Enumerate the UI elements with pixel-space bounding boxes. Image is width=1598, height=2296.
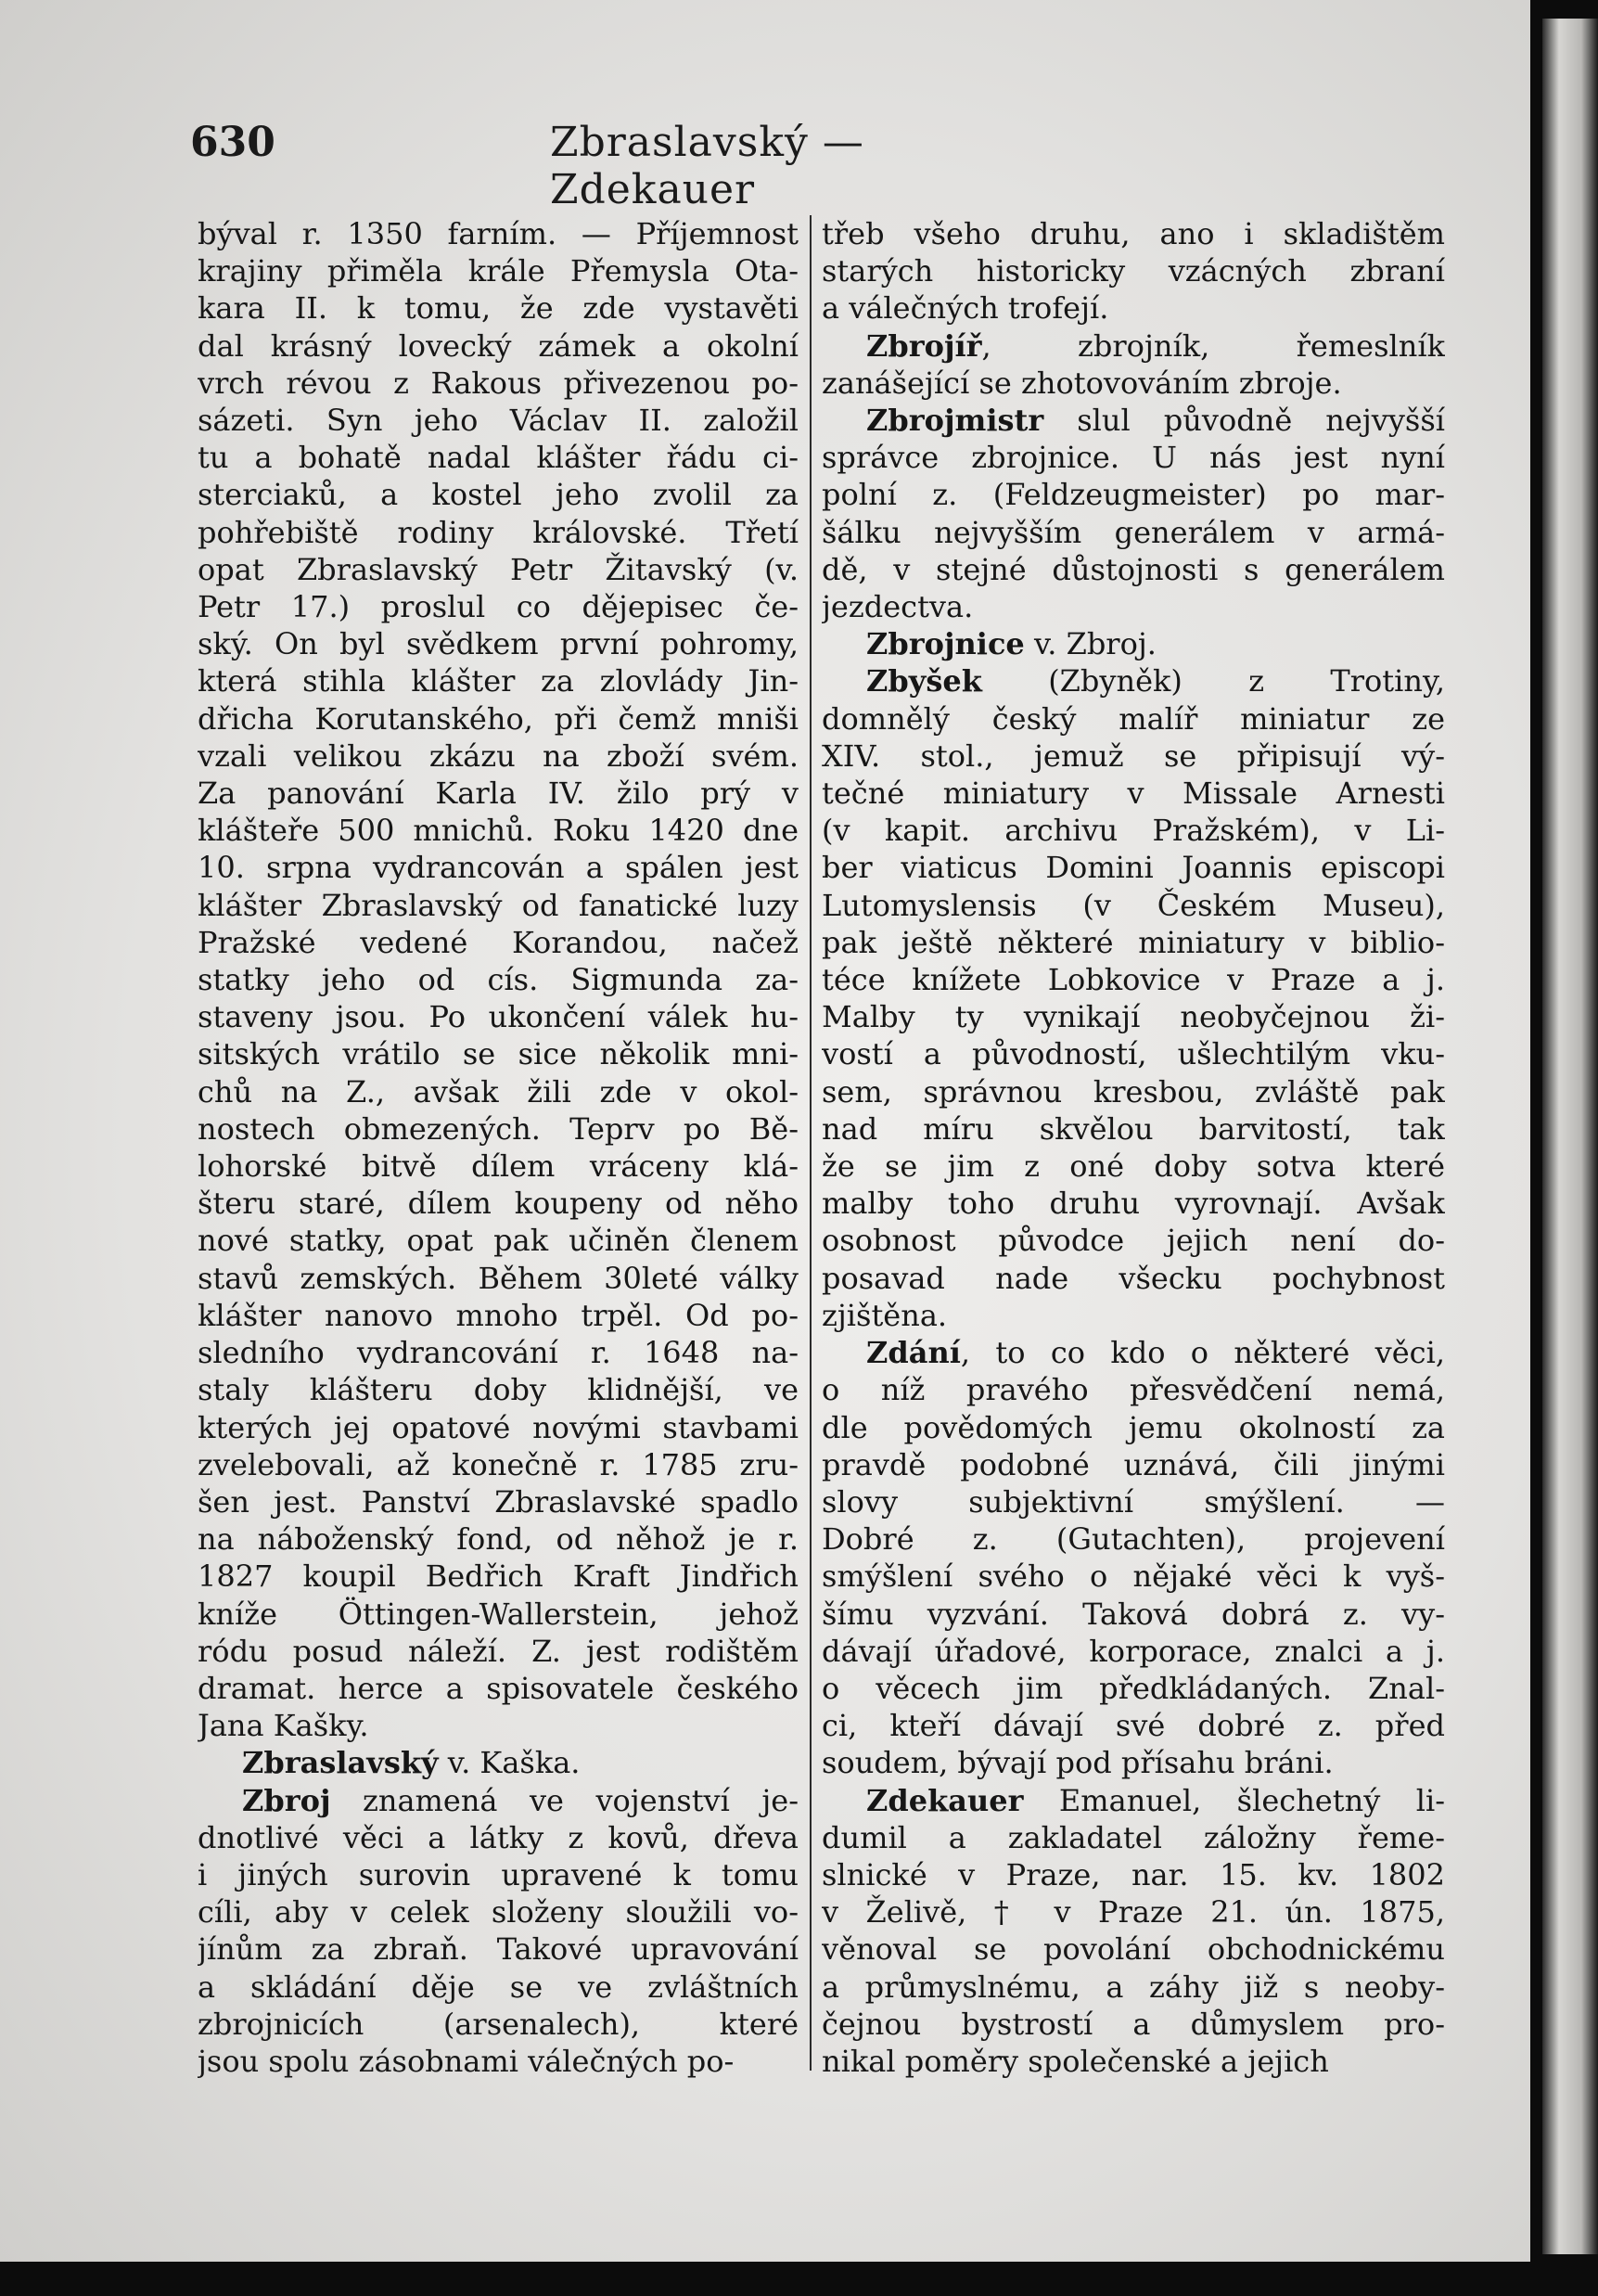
line-text: tu a bohatě nadal klášter řádu ci-	[198, 440, 799, 476]
text-line	[198, 849, 799, 886]
line-text: opat Zbraslavský Petr Žitavský (v.	[198, 551, 799, 587]
text-line	[822, 1483, 1445, 1520]
text-line	[822, 775, 1445, 812]
text-line	[198, 1930, 799, 1968]
text-line	[198, 588, 799, 625]
text-line	[822, 700, 1445, 738]
text-line	[822, 1185, 1445, 1222]
line-text: malby toho druhu vyrovnají. Avšak	[822, 1186, 1445, 1222]
line-text: znamená ve vojenství je-	[330, 1782, 799, 1818]
text-line	[198, 1185, 799, 1222]
line-text: šálku nejvyšším generálem v armá-	[822, 514, 1445, 550]
line-text: téce knížete Lobkovice v Praze a j.	[822, 962, 1445, 998]
line-text: soudem, bývají pod přísahu bráni.	[822, 1745, 1334, 1781]
text-line	[822, 476, 1445, 513]
line-text: dřicha Korutanského, při čemž mniši	[198, 700, 799, 737]
text-line	[198, 1596, 799, 1633]
text-line	[822, 1633, 1445, 1670]
line-text: a válečných trofejí.	[822, 290, 1109, 327]
page-number: 630	[190, 119, 275, 166]
line-text: ský. On byl svědkem první pohromy,	[198, 626, 799, 662]
text-line	[822, 849, 1445, 886]
line-text: věnoval se povolání obchodnickému	[822, 1931, 1445, 1968]
line-text: lohorské bitvě dílem vráceny klá-	[198, 1148, 799, 1185]
text-line	[822, 1222, 1445, 1259]
line-text: smýšlení svého o nějaké věci k vyš-	[822, 1558, 1445, 1595]
text-line	[822, 738, 1445, 775]
text-line	[822, 1297, 1445, 1334]
text-line	[198, 1260, 799, 1297]
text-line	[198, 551, 799, 588]
line-text: , zbrojník, řemeslník	[981, 327, 1445, 364]
line-text: klášteře 500 mnichů. Roku 1420 dne	[198, 813, 799, 849]
text-line	[198, 1969, 799, 2006]
line-text: klášter nanovo mnoho trpěl. Od po-	[198, 1297, 799, 1333]
text-line	[822, 588, 1445, 625]
line-text: staveny jsou. Po ukončení válek hu-	[198, 999, 799, 1035]
text-line	[822, 2043, 1445, 2080]
text-line	[822, 2006, 1445, 2043]
entry-headword: Zdání	[866, 1335, 961, 1371]
text-line	[822, 1893, 1445, 1930]
text-line	[198, 476, 799, 513]
line-text: pohřebiště rodiny královské. Třetí	[198, 514, 799, 550]
line-text: staly klášteru doby klidnější, ve	[198, 1372, 799, 1408]
text-line	[198, 1893, 799, 1930]
text-line	[822, 662, 1445, 699]
line-text: nikal poměry společenské a jejich	[822, 2043, 1329, 2079]
line-text: slul původně nejvyšší	[1043, 403, 1445, 439]
line-text: pak ještě některé miniatury v biblio-	[822, 924, 1445, 960]
text-line	[822, 1110, 1445, 1148]
line-text: jínům za zbraň. Takové upravování	[198, 1931, 799, 1968]
text-line	[822, 1930, 1445, 1968]
line-text: šteru staré, dílem koupeny od něho	[198, 1186, 799, 1222]
text-line	[822, 1782, 1445, 1819]
line-text: ci, kteří dávají své dobré z. před	[822, 1708, 1445, 1744]
line-text: 1827 koupil Bedřich Kraft Jindřich	[198, 1558, 799, 1595]
entry-headword: Zbraslavský	[242, 1745, 439, 1781]
text-line	[822, 812, 1445, 849]
text-line	[822, 365, 1445, 402]
line-text: Pražské vedené Korandou, načež	[198, 924, 799, 960]
line-text: zanášející se zhotovováním zbroje.	[822, 365, 1342, 401]
line-text: dramat. herce a spisovatele českého	[198, 1670, 799, 1706]
line-text: kara II. k tomu, že zde vystavěti	[198, 290, 799, 327]
text-line	[822, 1148, 1445, 1185]
line-text: ber viaticus Domini Joannis episcopi	[822, 850, 1445, 886]
line-text: cíli, aby v celek složeny sloužili vo-	[198, 1894, 799, 1930]
line-text: Lutomyslensis (v Českém Museu),	[822, 887, 1445, 923]
text-line	[198, 1409, 799, 1446]
entry-headword: Zbrojíř	[866, 327, 982, 364]
line-text: , to co kdo o některé věci,	[960, 1335, 1445, 1371]
line-text: (v kapit. archivu Pražském), v Li-	[822, 813, 1445, 849]
line-text: jezdectva.	[822, 589, 974, 625]
text-line	[198, 998, 799, 1035]
line-text: starých historicky vzácných zbraní	[822, 253, 1445, 289]
line-text: sázeti. Syn jeho Václav II. založil	[198, 403, 799, 439]
line-text: která stihla klášter za zlovlády Jin-	[198, 663, 799, 699]
line-text: Za panování Karla IV. žilo prý v	[198, 776, 799, 812]
text-line	[198, 514, 799, 551]
text-line	[198, 1334, 799, 1371]
entry-headword: Zbyšek	[866, 663, 982, 699]
text-line	[198, 1148, 799, 1185]
left-column	[198, 215, 799, 2080]
text-line	[198, 1782, 799, 1819]
line-text: (Zbyněk) z Trotiny,	[981, 663, 1445, 699]
text-line	[822, 289, 1445, 327]
line-text: dumil a zakladatel záložny řeme-	[822, 1819, 1445, 1855]
line-text: šímu vyzvání. Taková dobrá z. vy-	[822, 1596, 1445, 1632]
line-text: chů na Z., avšak žili zde v okol-	[198, 1073, 799, 1110]
text-line	[198, 439, 799, 476]
text-line	[822, 1409, 1445, 1446]
line-text: 10. srpna vydrancován a spálen jest	[198, 850, 799, 886]
line-text: ródu posud náleží. Z. jest rodištěm	[198, 1633, 799, 1669]
line-text: nad míru skvělou barvitostí, tak	[822, 1110, 1445, 1147]
text-line	[198, 1558, 799, 1595]
line-text: o věcech jim předkládaných. Znal-	[822, 1670, 1445, 1706]
text-line	[822, 1371, 1445, 1408]
text-line	[822, 1035, 1445, 1072]
line-text: o níž pravého přesvědčení nemá,	[822, 1372, 1445, 1408]
text-line	[198, 662, 799, 699]
line-text: zjištěna.	[822, 1297, 948, 1333]
text-line	[198, 700, 799, 738]
line-text: vostí a původností, ušlechtilým vku-	[822, 1036, 1445, 1072]
text-line	[198, 1446, 799, 1483]
text-line	[198, 1707, 799, 1744]
text-line	[198, 402, 799, 439]
line-text: kníže Öttingen-Wallerstein, jehož	[198, 1596, 799, 1632]
text-line	[822, 924, 1445, 961]
text-line	[822, 1819, 1445, 1856]
line-text: krajiny přiměla krále Přemysla Ota-	[198, 253, 799, 289]
text-line	[198, 1222, 799, 1259]
line-text: dle povědomých jemu okolností za	[822, 1409, 1445, 1445]
page-header	[190, 119, 1080, 213]
entry-headword: Zbrojmistr	[866, 403, 1044, 439]
text-line	[822, 1520, 1445, 1558]
text-line	[822, 1558, 1445, 1595]
right-column	[822, 215, 1445, 2080]
text-line	[198, 738, 799, 775]
line-text: statky jeho od cís. Sigmunda za-	[198, 962, 799, 998]
line-text: zbrojnicích (arsenalech), které	[198, 2006, 799, 2042]
line-text: polní z. (Feldzeugmeister) po mar-	[822, 477, 1445, 513]
line-text: sem, správnou kresbou, zvláště pak	[822, 1073, 1445, 1110]
text-line	[198, 1670, 799, 1707]
text-line	[822, 402, 1445, 439]
line-text: čejnou bystrostí a důmyslem pro-	[822, 2006, 1445, 2042]
entry-headword: Zdekauer	[866, 1782, 1024, 1818]
line-text: jsou spolu zásobnami válečných po-	[198, 2043, 735, 2079]
line-text: klášter Zbraslavský od fanatické luzy	[198, 887, 799, 923]
text-line	[822, 252, 1445, 289]
text-line	[822, 1446, 1445, 1483]
text-line	[198, 252, 799, 289]
line-text: vzali velikou zkázu na zboží svém.	[198, 738, 799, 774]
text-line	[822, 1969, 1445, 2006]
text-line	[822, 1744, 1445, 1781]
text-line	[198, 289, 799, 327]
running-title: Zbraslavský — Zdekauer	[550, 119, 864, 213]
text-line	[198, 1073, 799, 1110]
entry-headword: Zbroj	[242, 1782, 331, 1818]
line-text: býval r. 1350 farním. — Příjemnost	[198, 216, 799, 251]
text-line	[822, 887, 1445, 924]
text-line	[822, 514, 1445, 551]
line-text: správce zbrojnice. U nás jest nyní	[822, 440, 1445, 476]
line-text: v Želivě, † v Praze 21. ún. 1875,	[822, 1894, 1445, 1930]
text-line	[198, 1744, 799, 1781]
line-text: pravdě podobné uznává, čili jinými	[822, 1446, 1445, 1482]
line-text: Jana Kašky.	[198, 1708, 369, 1744]
text-line	[198, 1856, 799, 1893]
line-text: třeb všeho druhu, ano i skladištěm	[822, 216, 1445, 251]
text-line	[822, 551, 1445, 588]
line-text: nové statky, opat pak učiněn členem	[198, 1223, 799, 1259]
entry-headword: Zbrojnice	[866, 626, 1025, 662]
text-line	[822, 1707, 1445, 1744]
text-line	[198, 215, 799, 252]
text-line	[198, 625, 799, 662]
text-line	[822, 1073, 1445, 1110]
line-text: nostech obmezených. Teprv po Bě-	[198, 1110, 799, 1147]
text-line	[198, 1633, 799, 1670]
text-line	[198, 1110, 799, 1148]
line-text: XIV. stol., jemuž se připisují vý-	[822, 738, 1445, 774]
text-line	[198, 1371, 799, 1408]
text-line	[822, 625, 1445, 662]
column-divider	[810, 215, 812, 2071]
line-text: sterciaků, a kostel jeho zvolil za	[198, 477, 799, 513]
line-text: v. Zbroj.	[1024, 626, 1157, 662]
text-line	[198, 1035, 799, 1072]
text-line	[822, 1260, 1445, 1297]
line-text: kterých jej opatové novými stavbami	[198, 1409, 799, 1445]
line-text: slovy subjektivní smýšlení. —	[822, 1483, 1445, 1520]
text-line	[198, 2043, 799, 2080]
line-text: dě, v stejné důstojnosti s generálem	[822, 551, 1445, 587]
line-text: sitských vrátilo se sice několik mni-	[198, 1036, 799, 1072]
line-text: tečné miniatury v Missale Arnesti	[822, 776, 1445, 812]
text-line	[198, 1297, 799, 1334]
text-line	[198, 1819, 799, 1856]
line-text: na náboženský fond, od něhož je r.	[198, 1521, 799, 1558]
line-text: i jiných surovin upravené k tomu	[198, 1856, 799, 1892]
text-line	[198, 1520, 799, 1558]
text-line	[198, 327, 799, 365]
text-line	[198, 961, 799, 998]
text-line	[198, 887, 799, 924]
line-text: osobnost původce jejich není do-	[822, 1223, 1445, 1259]
line-text: Petr 17.) proslul co dějepisec če-	[198, 589, 799, 625]
text-line	[198, 2006, 799, 2043]
text-line	[198, 365, 799, 402]
text-line	[198, 1483, 799, 1520]
text-line	[822, 1856, 1445, 1893]
line-text: slnické v Praze, nar. 15. kv. 1802	[822, 1856, 1445, 1892]
line-text: stavů zemských. Během 30leté války	[198, 1260, 799, 1296]
text-line	[822, 215, 1445, 252]
line-text: šen jest. Panství Zbraslavské spadlo	[198, 1483, 799, 1520]
line-text: Emanuel, šlechetný li-	[1023, 1782, 1445, 1818]
text-line	[822, 327, 1445, 365]
line-text: Dobré z. (Gutachten), projevení	[822, 1521, 1445, 1558]
line-text: sledního vydrancování r. 1648 na-	[198, 1335, 799, 1371]
text-line	[198, 924, 799, 961]
text-line	[822, 1670, 1445, 1707]
line-text: dal krásný lovecký zámek a okolní	[198, 327, 799, 364]
line-text: a skládání děje se ve zvláštních	[198, 1969, 799, 2005]
adjacent-page-edge	[1542, 19, 1598, 2254]
line-text: vrch révou z Rakous přivezenou po-	[198, 365, 799, 401]
text-line	[822, 1334, 1445, 1371]
line-text: Malby ty vynikají neobyčejnou ži-	[822, 999, 1445, 1035]
text-line	[822, 961, 1445, 998]
text-line	[822, 439, 1445, 476]
line-text: že se jim z oné doby sotva které	[822, 1148, 1445, 1185]
line-text: v. Kaška.	[438, 1745, 581, 1781]
line-text: domnělý český malíř miniatur ze	[822, 700, 1445, 737]
text-line	[822, 1596, 1445, 1633]
line-text: dávají úřadové, korporace, znalci a j.	[822, 1633, 1445, 1669]
text-line	[198, 812, 799, 849]
text-line	[198, 775, 799, 812]
line-text: zvelebovali, až konečně r. 1785 zru-	[198, 1446, 799, 1482]
line-text: a průmyslnému, a záhy již s neoby-	[822, 1969, 1445, 2005]
line-text: posavad nade všecku pochybnost	[822, 1260, 1445, 1296]
line-text: dnotlivé věci a látky z kovů, dřeva	[198, 1819, 799, 1855]
text-line	[822, 998, 1445, 1035]
